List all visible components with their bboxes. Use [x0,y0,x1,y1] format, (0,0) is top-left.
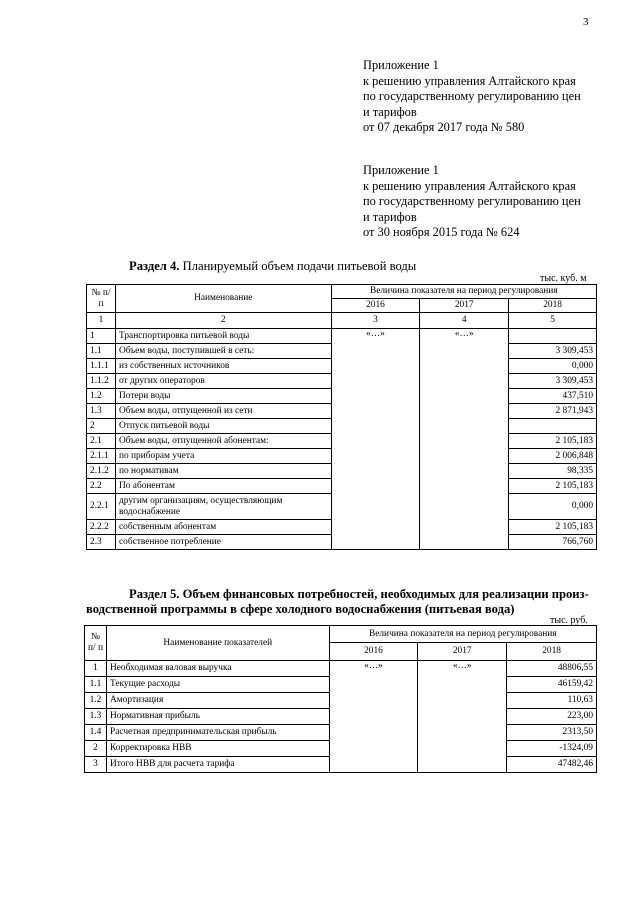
row-value-2018: 437,510 [509,389,597,404]
row-name: Корректировка НВВ [106,741,329,757]
section4-title [129,259,416,274]
row-num: 1.1 [85,677,107,693]
annex-line: Приложение 1 [363,163,439,177]
header-period: Величина показателя на период регулирования [331,285,596,299]
row-num: 2 [85,741,107,757]
index-cell: 2 [115,313,331,329]
header-name: Наименование [115,285,331,313]
row-num: 1.1.2 [87,374,116,389]
annex-line: от 07 декабря 2017 года № 580 [363,120,525,134]
row-value-2018: 3 309,453 [509,344,597,359]
row-num: 2.3 [87,535,116,550]
annex-line: к решению управления Алтайского края [363,178,576,193]
row-value-2018: 223,00 [507,709,597,725]
row-value-2018: 0,000 [509,359,597,374]
row-name: Объем воды, отпущенной из сети [115,404,331,419]
section5-title-line2: водственной программы в сфере холодного водоснабжения (питьевая вода) [86,602,515,616]
annex-line: к решению управления Алтайского края [363,73,576,88]
row-name: собственное потребление [115,535,331,550]
header-year-2017: 2017 [418,643,507,661]
row-num: 1.1.1 [87,359,116,374]
row-num: 2 [87,419,116,434]
section4-unit: тыс. куб. м [540,273,587,284]
row-value-2018: 2 871,943 [509,404,597,419]
row-num: 1.3 [87,404,116,419]
section5-unit: тыс. руб. [550,615,588,626]
header-num: № п/п [87,285,116,313]
row-name: Необходимая валовая выручка [106,661,329,677]
section4-table [86,284,597,550]
row-value-2018 [509,329,597,344]
cell-2016-ellipsis: «…» [329,661,418,773]
row-name: Транспортировка питьевой воды [115,329,331,344]
row-value-2018: 3 309,453 [509,374,597,389]
row-num: 2.2.1 [87,494,116,520]
index-cell: 5 [509,313,597,329]
row-num: 1.3 [85,709,107,725]
header-period: Величина показателя на период регулирования [329,626,596,643]
header-name: Наименование показателей [106,626,329,661]
row-num: 2.1 [87,434,116,449]
table-row [85,661,597,677]
row-name: Текущие расходы [106,677,329,693]
row-value-2018: 2313,50 [507,725,597,741]
row-value-2018: 110,63 [507,693,597,709]
row-name: собственным абонентам [115,520,331,535]
row-value-2018: 0,000 [509,494,597,520]
row-name: другим организациям, осуществляющим водоснабжение [115,494,331,520]
row-num: 1 [87,329,116,344]
row-num: 1 [85,661,107,677]
row-value-2018: 2 105,183 [509,520,597,535]
row-value-2018: 2 105,183 [509,479,597,494]
index-cell: 4 [420,313,509,329]
cell-2017-ellipsis: «…» [418,661,507,773]
row-name: Отпуск питьевой воды [115,419,331,434]
annex-line: и тарифов [363,104,417,119]
page-number: 3 [583,16,589,28]
section5-table [84,625,597,773]
row-num: 2.2 [87,479,116,494]
row-name: По абонентам [115,479,331,494]
index-cell: 3 [331,313,420,329]
row-name: по нормативам [115,464,331,479]
index-cell: 1 [87,313,116,329]
cell-2016-ellipsis: «…» [331,329,420,550]
row-value-2018: -1324,09 [507,741,597,757]
row-value-2018: 47482,46 [507,757,597,773]
row-num: 1.1 [87,344,116,359]
cell-2017-ellipsis: «…» [420,329,509,550]
row-name: Нормативная прибыль [106,709,329,725]
annex-block-1 [363,58,581,136]
row-value-2018: 766,760 [509,535,597,550]
row-num: 3 [85,757,107,773]
row-value-2018: 98,335 [509,464,597,479]
section5-title-text: Объем финансовых потребностей, необходимых для реализации произ- [179,587,589,601]
row-value-2018: 2 105,183 [509,434,597,449]
row-name: из собственных источников [115,359,331,374]
row-value-2018: 2 006,848 [509,449,597,464]
annex-line: и тарифов [363,209,417,224]
row-name: Итого НВВ для расчета тарифа [106,757,329,773]
row-name: от других операторов [115,374,331,389]
row-value-2018: 46159,42 [507,677,597,693]
header-num: № п/ п [85,626,107,661]
section4-title-text: Планируемый объем подачи питьевой воды [179,259,417,273]
row-name: Расчетная предпринимательская прибыль [106,725,329,741]
header-year-2018: 2018 [507,643,597,661]
row-name: Потери воды [115,389,331,404]
annex-line: по государственному регулированию цен [363,194,581,208]
row-num: 1.2 [85,693,107,709]
annex-line: по государственному регулированию цен [363,89,581,103]
row-value-2018 [509,419,597,434]
header-year-2016: 2016 [331,299,420,313]
section5-title-number: Раздел 5. [129,587,180,601]
row-num: 2.1.2 [87,464,116,479]
row-num: 2.2.2 [87,520,116,535]
table-row [87,329,597,344]
row-num: 1.4 [85,725,107,741]
header-year-2018: 2018 [509,299,597,313]
annex-line: Приложение 1 [363,58,439,72]
row-name: Амортизация [106,693,329,709]
row-name: по приборам учета [115,449,331,464]
row-num: 2.1.1 [87,449,116,464]
row-name: Объем воды, поступившей в сеть: [115,344,331,359]
section4-title-number: Раздел 4. [129,259,180,273]
annex-line: от 30 ноября 2015 года № 624 [363,225,520,239]
row-value-2018: 48806,55 [507,661,597,677]
row-num: 1.2 [87,389,116,404]
header-year-2017: 2017 [420,299,509,313]
header-year-2016: 2016 [329,643,418,661]
annex-block-2 [363,163,581,241]
row-name: Объем воды, отпущенной абонентам: [115,434,331,449]
section5-title [129,587,589,602]
